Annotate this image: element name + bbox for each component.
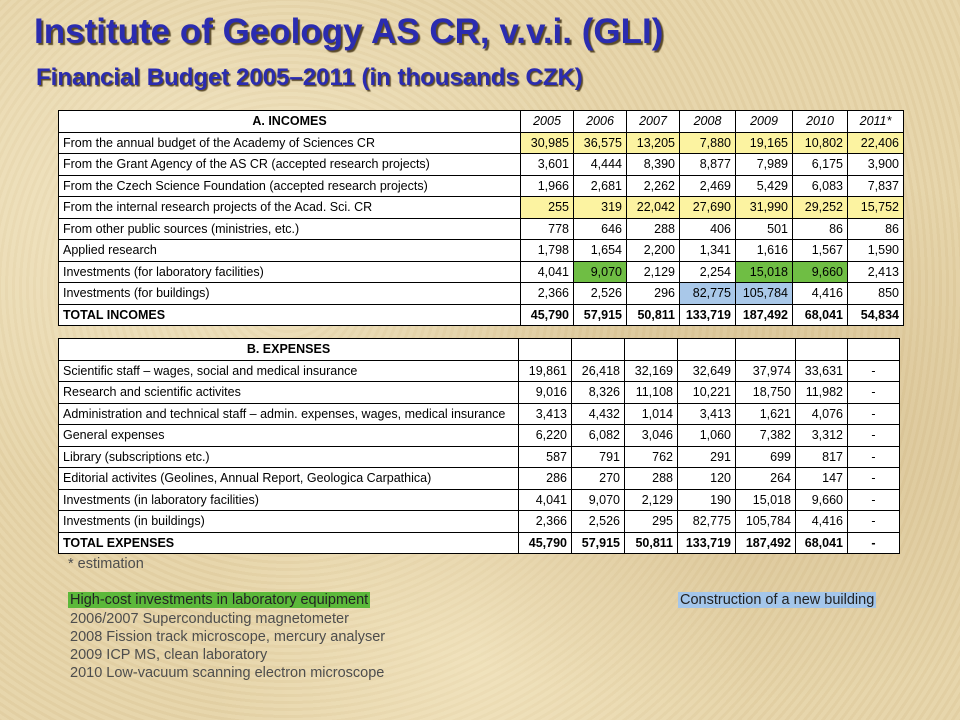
value-cell: 3,900 bbox=[848, 154, 904, 176]
row-label: Investments (in buildings) bbox=[59, 511, 519, 533]
row-label: Investments (for buildings) bbox=[59, 283, 521, 305]
value-cell: 255 bbox=[521, 197, 574, 219]
value-cell: 2,254 bbox=[680, 261, 736, 283]
value-cell: 2,526 bbox=[574, 283, 627, 305]
value-cell: 1,567 bbox=[793, 240, 848, 262]
value-cell: 29,252 bbox=[793, 197, 848, 219]
value-cell: 2,262 bbox=[627, 175, 680, 197]
row-label: General expenses bbox=[59, 425, 519, 447]
value-cell: 1,798 bbox=[521, 240, 574, 262]
row-label: Scientific staff – wages, social and medical insurance bbox=[59, 360, 519, 382]
empty-header-cell bbox=[796, 339, 848, 361]
row-label: From the internal research projects of the Acad. Sci. CR bbox=[59, 197, 521, 219]
value-cell: 4,444 bbox=[574, 154, 627, 176]
empty-header-cell bbox=[519, 339, 572, 361]
value-cell: 2,413 bbox=[848, 261, 904, 283]
row-label: From other public sources (ministries, etc.) bbox=[59, 218, 521, 240]
value-cell: 4,416 bbox=[793, 283, 848, 305]
table-row bbox=[59, 218, 904, 240]
total-label: TOTAL EXPENSES bbox=[59, 532, 519, 554]
empty-header-cell bbox=[625, 339, 678, 361]
value-cell: 3,046 bbox=[625, 425, 678, 447]
value-cell: 406 bbox=[680, 218, 736, 240]
value-cell: 291 bbox=[678, 446, 736, 468]
value-cell: 4,041 bbox=[519, 489, 572, 511]
row-label: Editorial activites (Geolines, Annual Report, Geologica Carpathica) bbox=[59, 468, 519, 490]
value-cell: - bbox=[848, 468, 900, 490]
table-row bbox=[59, 360, 900, 382]
value-cell: 296 bbox=[627, 283, 680, 305]
value-cell: 37,974 bbox=[736, 360, 796, 382]
value-cell: 288 bbox=[627, 218, 680, 240]
value-cell: 5,429 bbox=[736, 175, 793, 197]
value-cell: 22,042 bbox=[627, 197, 680, 219]
year-header: 2009 bbox=[736, 111, 793, 133]
value-cell: 1,590 bbox=[848, 240, 904, 262]
value-cell: 2,526 bbox=[572, 511, 625, 533]
value-cell: 33,631 bbox=[796, 360, 848, 382]
value-cell: 19,861 bbox=[519, 360, 572, 382]
total-value: 45,790 bbox=[519, 532, 572, 554]
value-cell: 13,205 bbox=[627, 132, 680, 154]
table-row bbox=[59, 511, 900, 533]
total-row bbox=[59, 304, 904, 326]
empty-header-cell bbox=[572, 339, 625, 361]
value-cell: 1,621 bbox=[736, 403, 796, 425]
empty-header-cell bbox=[848, 339, 900, 361]
table-row bbox=[59, 468, 900, 490]
value-cell: 319 bbox=[574, 197, 627, 219]
value-cell: 3,312 bbox=[796, 425, 848, 447]
value-cell: 86 bbox=[793, 218, 848, 240]
table-row bbox=[59, 425, 900, 447]
total-row bbox=[59, 532, 900, 554]
value-cell: 10,221 bbox=[678, 382, 736, 404]
value-cell: 27,690 bbox=[680, 197, 736, 219]
value-cell: - bbox=[848, 382, 900, 404]
value-cell: 8,877 bbox=[680, 154, 736, 176]
value-cell: 1,654 bbox=[574, 240, 627, 262]
value-cell: 105,784 bbox=[736, 283, 793, 305]
value-cell: 82,775 bbox=[680, 283, 736, 305]
value-cell: 6,083 bbox=[793, 175, 848, 197]
value-cell: 15,018 bbox=[736, 261, 793, 283]
value-cell: 9,070 bbox=[572, 489, 625, 511]
total-value: 45,790 bbox=[521, 304, 574, 326]
value-cell: 3,601 bbox=[521, 154, 574, 176]
total-value: 187,492 bbox=[736, 532, 796, 554]
value-cell: 7,837 bbox=[848, 175, 904, 197]
total-value: 57,915 bbox=[572, 532, 625, 554]
value-cell: 2,681 bbox=[574, 175, 627, 197]
value-cell: 1,341 bbox=[680, 240, 736, 262]
value-cell: - bbox=[848, 511, 900, 533]
total-value: 50,811 bbox=[625, 532, 678, 554]
value-cell: 9,660 bbox=[796, 489, 848, 511]
value-cell: 6,082 bbox=[572, 425, 625, 447]
value-cell: 2,129 bbox=[625, 489, 678, 511]
legend-building-construction: Construction of a new building bbox=[680, 592, 875, 608]
value-cell: 6,175 bbox=[793, 154, 848, 176]
value-cell: 11,108 bbox=[625, 382, 678, 404]
table-row bbox=[59, 489, 900, 511]
value-cell: 32,649 bbox=[678, 360, 736, 382]
value-cell: 36,575 bbox=[574, 132, 627, 154]
value-cell: 9,016 bbox=[519, 382, 572, 404]
total-value: 68,041 bbox=[793, 304, 848, 326]
value-cell: 2,366 bbox=[519, 511, 572, 533]
value-cell: 120 bbox=[678, 468, 736, 490]
year-header: 2010 bbox=[793, 111, 848, 133]
value-cell: 4,416 bbox=[796, 511, 848, 533]
table-row bbox=[59, 132, 904, 154]
value-cell: 3,413 bbox=[678, 403, 736, 425]
value-cell: 778 bbox=[521, 218, 574, 240]
incomes-header: A. INCOMES bbox=[59, 111, 521, 133]
value-cell: 82,775 bbox=[678, 511, 736, 533]
value-cell: 30,985 bbox=[521, 132, 574, 154]
total-value: - bbox=[848, 532, 900, 554]
table-row bbox=[59, 154, 904, 176]
value-cell: - bbox=[848, 403, 900, 425]
table-row bbox=[59, 240, 904, 262]
value-cell: - bbox=[848, 489, 900, 511]
value-cell: 4,076 bbox=[796, 403, 848, 425]
incomes-table bbox=[58, 110, 904, 326]
value-cell: 264 bbox=[736, 468, 796, 490]
expenses-header-row bbox=[59, 339, 900, 361]
empty-header-cell bbox=[678, 339, 736, 361]
value-cell: 18,750 bbox=[736, 382, 796, 404]
value-cell: 31,990 bbox=[736, 197, 793, 219]
value-cell: - bbox=[848, 360, 900, 382]
legend-lab-investments: High-cost investments in laboratory equipment bbox=[70, 592, 369, 608]
total-label: TOTAL INCOMES bbox=[59, 304, 521, 326]
value-cell: 6,220 bbox=[519, 425, 572, 447]
year-header: 2011* bbox=[848, 111, 904, 133]
lab-item: 2009 ICP MS, clean laboratory bbox=[70, 647, 268, 663]
total-value: 133,719 bbox=[680, 304, 736, 326]
value-cell: 26,418 bbox=[572, 360, 625, 382]
value-cell: 1,014 bbox=[625, 403, 678, 425]
page-subtitle: Financial Budget 2005–2011 (in thousands CZK) bbox=[36, 64, 583, 91]
value-cell: 147 bbox=[796, 468, 848, 490]
value-cell: 9,660 bbox=[793, 261, 848, 283]
lab-item: 2010 Low-vacuum scanning electron microscope bbox=[70, 665, 385, 681]
value-cell: - bbox=[848, 446, 900, 468]
footnote: * estimation bbox=[68, 556, 144, 572]
value-cell: 190 bbox=[678, 489, 736, 511]
value-cell: 7,880 bbox=[680, 132, 736, 154]
total-value: 50,811 bbox=[627, 304, 680, 326]
lab-item: 2008 Fission track microscope, mercury analyser bbox=[70, 629, 386, 645]
value-cell: 86 bbox=[848, 218, 904, 240]
year-header: 2006 bbox=[574, 111, 627, 133]
value-cell: 3,413 bbox=[519, 403, 572, 425]
row-label: From the Grant Agency of the AS CR (accepted research projects) bbox=[59, 154, 521, 176]
value-cell: 817 bbox=[796, 446, 848, 468]
value-cell: 4,041 bbox=[521, 261, 574, 283]
year-header: 2005 bbox=[521, 111, 574, 133]
value-cell: 587 bbox=[519, 446, 572, 468]
table-row bbox=[59, 261, 904, 283]
value-cell: 2,200 bbox=[627, 240, 680, 262]
value-cell: 105,784 bbox=[736, 511, 796, 533]
total-value: 54,834 bbox=[848, 304, 904, 326]
table-row bbox=[59, 382, 900, 404]
incomes-header-row bbox=[59, 111, 904, 133]
value-cell: 699 bbox=[736, 446, 796, 468]
row-label: Investments (in laboratory facilities) bbox=[59, 489, 519, 511]
value-cell: 32,169 bbox=[625, 360, 678, 382]
expenses-table bbox=[58, 338, 900, 554]
row-label: Research and scientific activites bbox=[59, 382, 519, 404]
value-cell: 4,432 bbox=[572, 403, 625, 425]
value-cell: 295 bbox=[625, 511, 678, 533]
value-cell: 8,326 bbox=[572, 382, 625, 404]
total-value: 68,041 bbox=[796, 532, 848, 554]
year-header: 2008 bbox=[680, 111, 736, 133]
table-row bbox=[59, 197, 904, 219]
value-cell: 22,406 bbox=[848, 132, 904, 154]
lab-item: 2006/2007 Superconducting magnetometer bbox=[70, 611, 349, 627]
value-cell: 8,390 bbox=[627, 154, 680, 176]
page-title: Institute of Geology AS CR, v.v.i. (GLI) bbox=[34, 12, 664, 51]
row-label: Investments (for laboratory facilities) bbox=[59, 261, 521, 283]
value-cell: 501 bbox=[736, 218, 793, 240]
value-cell: 1,060 bbox=[678, 425, 736, 447]
value-cell: 646 bbox=[574, 218, 627, 240]
value-cell: 19,165 bbox=[736, 132, 793, 154]
total-value: 57,915 bbox=[574, 304, 627, 326]
total-value: 187,492 bbox=[736, 304, 793, 326]
lab-equipment-list bbox=[70, 610, 385, 682]
value-cell: 9,070 bbox=[574, 261, 627, 283]
expenses-header: B. EXPENSES bbox=[59, 339, 519, 361]
value-cell: 762 bbox=[625, 446, 678, 468]
value-cell: 791 bbox=[572, 446, 625, 468]
empty-header-cell bbox=[736, 339, 796, 361]
value-cell: 11,982 bbox=[796, 382, 848, 404]
total-value: 133,719 bbox=[678, 532, 736, 554]
value-cell: 1,616 bbox=[736, 240, 793, 262]
table-row bbox=[59, 403, 900, 425]
value-cell: 7,382 bbox=[736, 425, 796, 447]
table-row bbox=[59, 175, 904, 197]
row-label: Applied research bbox=[59, 240, 521, 262]
value-cell: - bbox=[848, 425, 900, 447]
value-cell: 286 bbox=[519, 468, 572, 490]
value-cell: 1,966 bbox=[521, 175, 574, 197]
value-cell: 2,129 bbox=[627, 261, 680, 283]
table-row bbox=[59, 283, 904, 305]
value-cell: 850 bbox=[848, 283, 904, 305]
value-cell: 288 bbox=[625, 468, 678, 490]
value-cell: 7,989 bbox=[736, 154, 793, 176]
year-header: 2007 bbox=[627, 111, 680, 133]
value-cell: 2,366 bbox=[521, 283, 574, 305]
value-cell: 270 bbox=[572, 468, 625, 490]
row-label: From the Czech Science Foundation (accepted research projects) bbox=[59, 175, 521, 197]
value-cell: 15,018 bbox=[736, 489, 796, 511]
value-cell: 15,752 bbox=[848, 197, 904, 219]
row-label: From the annual budget of the Academy of Sciences CR bbox=[59, 132, 521, 154]
row-label: Administration and technical staff – admin. expenses, wages, medical insurance bbox=[59, 403, 519, 425]
value-cell: 2,469 bbox=[680, 175, 736, 197]
table-row bbox=[59, 446, 900, 468]
value-cell: 10,802 bbox=[793, 132, 848, 154]
row-label: Library (subscriptions etc.) bbox=[59, 446, 519, 468]
